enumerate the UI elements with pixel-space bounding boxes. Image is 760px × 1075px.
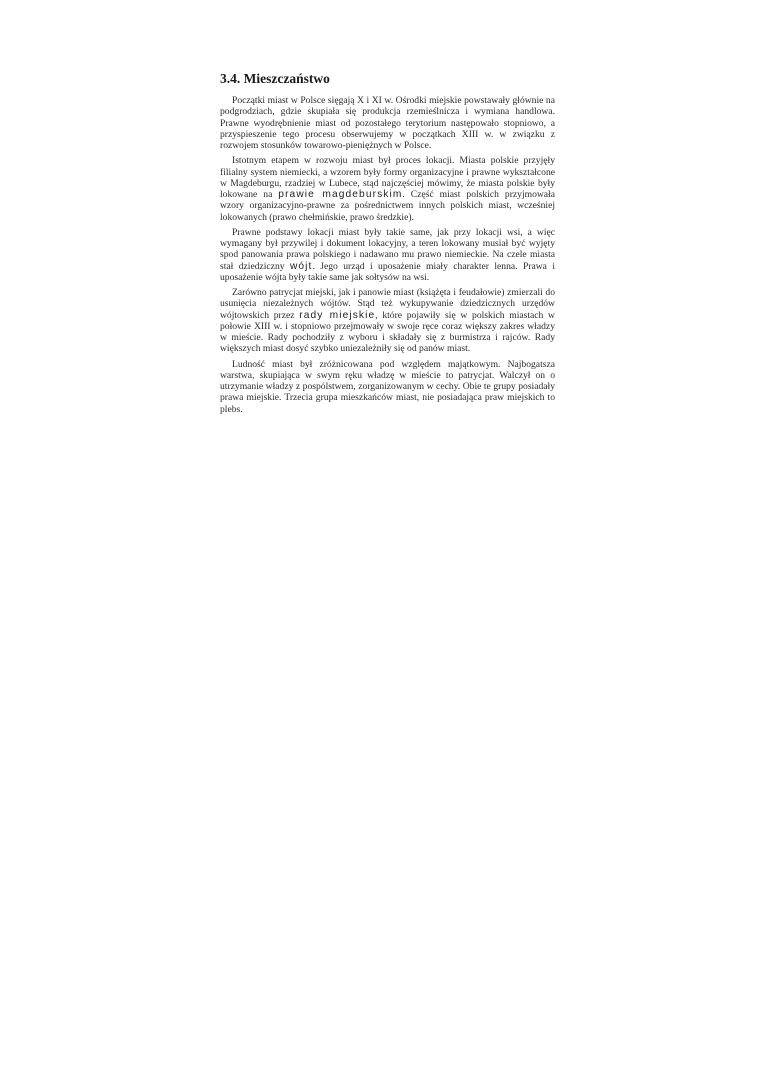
paragraph [220, 155, 555, 223]
emphasized-term: wójt [289, 260, 313, 272]
paragraph [220, 359, 555, 415]
paragraph-text: Zarówno patrycjat miejski, jak i panowie miast (książęta i feudałowie) zmierzali do usunięcia niezależnych wójtów. Stąd też wykupywanie dziedzicznych urzędów wójtowskich przez [220, 287, 555, 321]
paragraph-text: . Jego urząd i uposażenie miały charakter lenna. Prawa i uposażenie wójta były takie same jak sołtysów na wsi. [220, 260, 555, 283]
article-body [220, 95, 555, 419]
paragraph-text: Ludność miast był zróżnicowana pod względem majątkowym. Najbogatsza warstwa, skupiająca w swym ręku władzę w mieście to patrycjat. Walczył on o utrzymanie władzy z pospólstwem, zorganizowanym w cechy. Obie te grupy posiadały prawa miejskie. Trzecia grupa mieszkańców miast, nie posiadająca praw miejskich to plebs. [220, 358, 555, 415]
paragraph-text: Istotnym etapem w rozwoju miast był proces lokacji. Miasta polskie przyjęły filialny system niemiecki, a wzorem były formy organizacyjne i prawne wykształcone w Magdeburgu, rzadziej w Lubece, stąd najczęściej mówimy, że miasta polskie były lokowane na [220, 155, 555, 200]
section-heading: 3.4. Mieszczaństwo [220, 71, 330, 86]
paragraph [220, 287, 555, 355]
paragraph [220, 227, 555, 283]
paragraph-text: . Część miast polskich przyjmowała wzory organizacyjno-prawne za pośrednictwem innych polskich miast, wcześniej lokowanych (prawo chełmińskie, prawo średzkie). [220, 189, 555, 223]
paragraph [220, 95, 555, 151]
emphasized-term: rady miejskie [299, 309, 376, 321]
paragraph-text: Prawne podstawy lokacji miast były takie same, jak przy lokacji wsi, a więc wymagany był przywilej i dokument lokacyjny, a teren lokowany musiał być wyjęty spod panowania prawa polskiego i nadawano mu prawo niemieckie. Na czele miasta stał dziedziczny [220, 226, 555, 272]
emphasized-term: prawie magdeburskim [278, 189, 403, 200]
paragraph-text: , które pojawiły się w polskich miastach w połowie XIII w. i stopniowo przejmowały w swoje ręce coraz większy zakres władzy w mieście. Rady pochodziły z wyboru i składały się z burmistrza i rajców. Rady większych miast dosyć szybko uniezależniły się od panów miast. [220, 309, 555, 355]
paragraph-text: Początki miast w Polsce sięgają X i XI w. Ośrodki miejskie powstawały głównie na podgrodziach, gdzie skupiała się produkcja rzemieślnicza i wymiana handlowa. Prawne wyodrębnienie miast od pozostałego terytorium następowało stopniowo, a przyspieszenie tego procesu obserwujemy w początkach XIII w. w związku z rozwojem stosunków towarowo-pieniężnych w Polsce. [220, 95, 555, 151]
